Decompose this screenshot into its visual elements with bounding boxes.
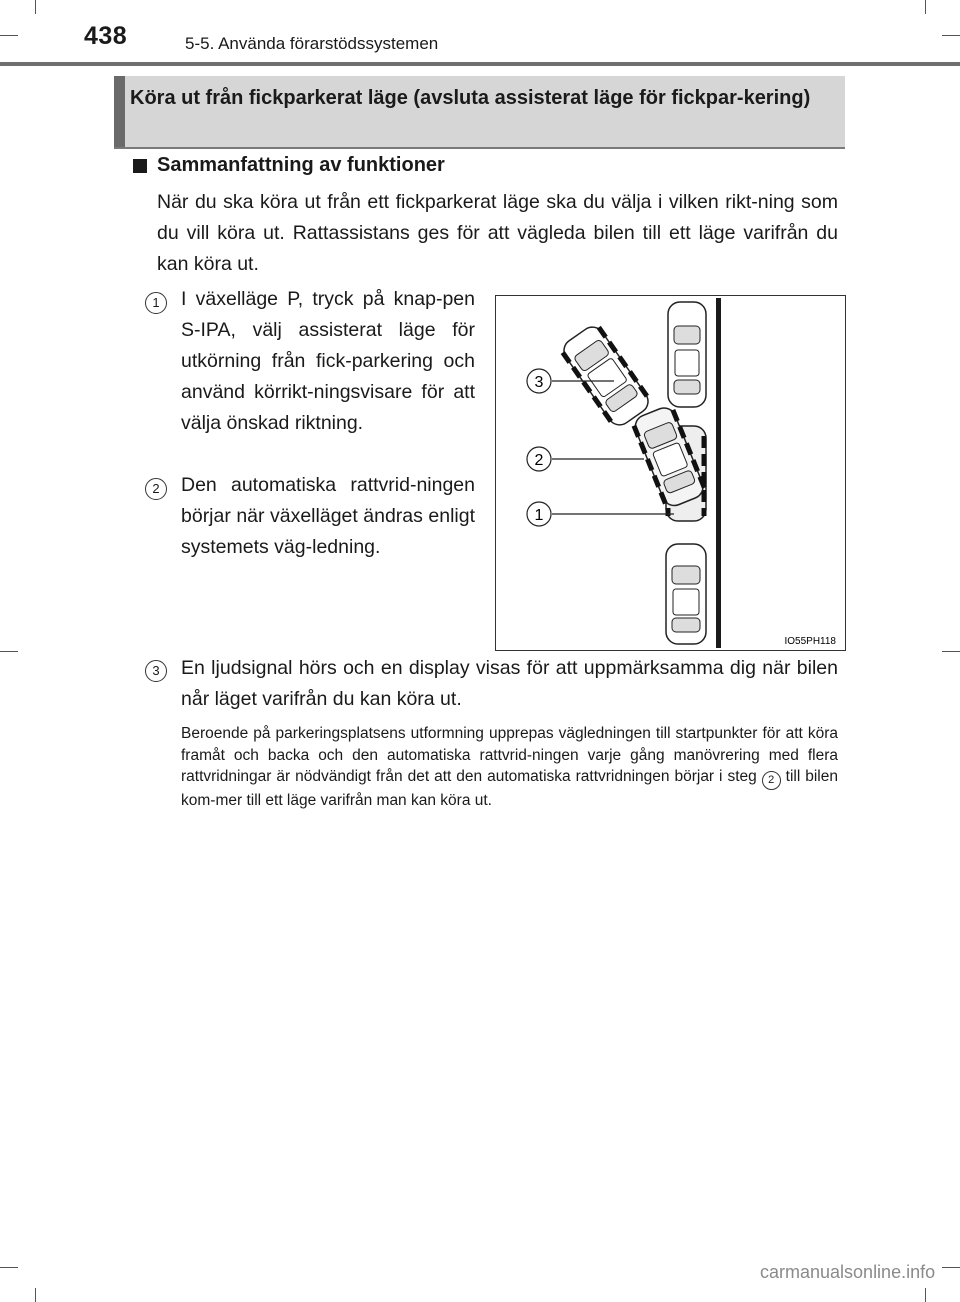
- crop-mark: [0, 35, 18, 36]
- crop-mark: [0, 1267, 18, 1268]
- step-3-text: En ljudsignal hörs och en display visas för att uppmärksamma dig när bilen når läget varifrån du kan köra ut.: [181, 657, 838, 710]
- parked-car-front: [668, 302, 706, 407]
- parked-car-rear: [666, 544, 706, 644]
- note-text-before: Beroende på parkeringsplatsens utformning upprepas vägledningen till startpunkter för att köra framåt och backa och den automatiska rattvrid-ningen varje gång manövrering med flera rattvridningar är nödvändigt från det att den automatiska rattvridningen börjar i steg: [181, 725, 838, 785]
- car-position-exit: [559, 322, 652, 429]
- chapter-title: 5-5. Använda förarstödssystemen: [185, 34, 439, 53]
- callout-label-3: 3: [534, 374, 544, 391]
- section-title: Köra ut från fickparkerat läge (avsluta assisterat läge för fickpar-kering): [130, 87, 811, 109]
- curb-line: [716, 298, 721, 648]
- page-number: 438: [84, 22, 128, 50]
- step-number-2: 2: [145, 478, 167, 500]
- callout-label-2: 2: [534, 452, 544, 469]
- step-1-text: I växelläge P, tryck på knap-pen S-IPA, välj assisterat läge för utkörning från fick-parkering och använd körrikt-ningsvisare för att välja önskad riktning.: [181, 288, 475, 434]
- step-2-text: Den automatiska rattvrid-ningen börjar när växelläget ändras enligt systemets väg-ledning.: [181, 474, 475, 558]
- note-text-after: till bilen kom-mer till ett läge varifrån man kan köra ut.: [181, 768, 838, 809]
- parking-diagram-svg: [496, 296, 845, 650]
- square-bullet-icon: [133, 159, 147, 173]
- summary-intro: När du ska köra ut från ett fickparkerat läge ska du välja i vilken rikt-ning som du vill köra ut. Rattassistans ges för att vägleda bilen till ett läge varifrån du kan köra ut.: [157, 191, 838, 275]
- crop-mark: [925, 0, 926, 14]
- inline-step-number: 2: [762, 771, 781, 790]
- step-number-3: 3: [145, 660, 167, 682]
- parking-diagram: [495, 295, 846, 651]
- summary-heading: Sammanfattning av funktioner: [157, 154, 445, 176]
- callout-label-1: 1: [534, 507, 544, 524]
- crop-mark: [942, 651, 960, 652]
- crop-mark: [942, 1267, 960, 1268]
- header-rule: [0, 62, 960, 66]
- step-number-1: 1: [145, 292, 167, 314]
- crop-mark: [0, 651, 18, 652]
- crop-mark: [925, 1288, 926, 1302]
- crop-mark: [942, 35, 960, 36]
- note-paragraph: [181, 723, 838, 812]
- watermark: carmanualsonline.info: [760, 1262, 936, 1282]
- crop-mark: [35, 1288, 36, 1302]
- section-title-bar: [114, 76, 125, 147]
- crop-mark: [35, 0, 36, 14]
- figure-code: IO55PH118: [784, 636, 836, 647]
